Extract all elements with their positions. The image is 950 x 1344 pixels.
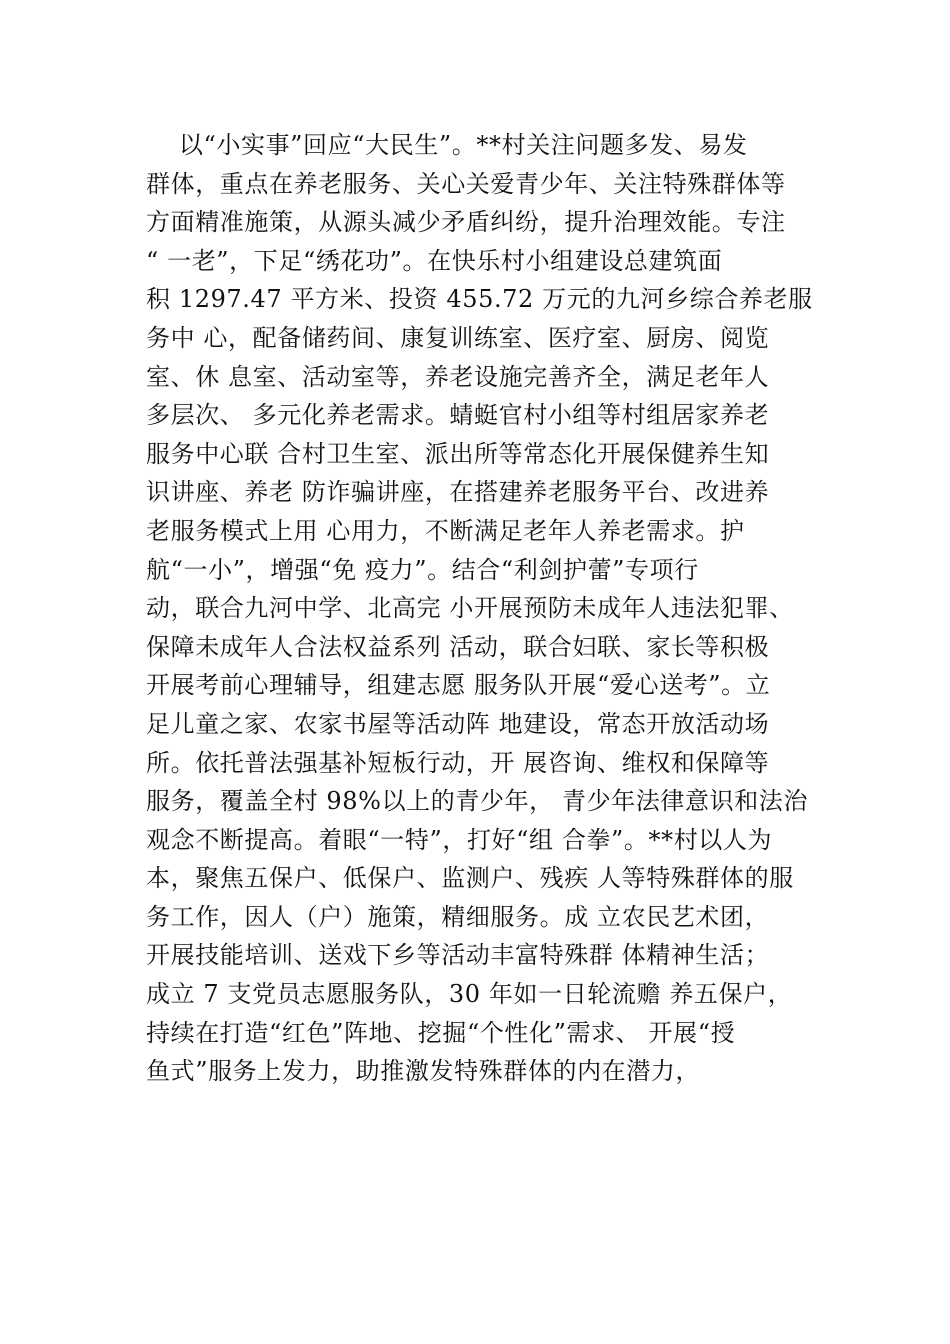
text-line: 老服务模式上用 心用力，不断满足老年人养老需求。护 bbox=[146, 516, 745, 545]
text-line: 观念不断提高。着眼“一特”，打好“组 合拳”。**村以人为 bbox=[146, 825, 773, 854]
text-line: 开展考前心理辅导，组建志愿 服务队开展“爱心送考”。立 bbox=[146, 671, 771, 700]
text-line: 识讲座、养老 防诈骗讲座，在搭建养老服务平台、改进养 bbox=[146, 478, 770, 507]
text-line: 保障未成年人合法权益系列 活动，联合妇联、家长等积极 bbox=[146, 632, 770, 661]
text-line: 室、休 息室、活动室等，养老设施完善齐全，满足老年人 bbox=[146, 362, 770, 391]
text-line: 航“一小”，增强“免 疫力”。结合“利剑护蕾”专项行 bbox=[146, 555, 699, 584]
text-line: 开展技能培训、送戏下乡等活动丰富特殊群 体精神生活； bbox=[146, 941, 770, 970]
text-line: 持续在打造“红色”阵地、挖掘“个性化”需求、 开展“授 bbox=[146, 1018, 736, 1047]
text-line: 以“小实事”回应“大民生”。**村关注问题多发、易发 bbox=[146, 131, 748, 159]
text-line: 所。依托普法强基补短板行动，开 展咨询、维权和保障等 bbox=[146, 748, 770, 777]
text-line: 务中 心，配备储药间、康复训练室、医疗室、厨房、阅览 bbox=[146, 323, 770, 352]
text-line: 动，联合九河中学、北高完 小开展预防未成年人违法犯罪、 bbox=[146, 594, 794, 623]
text-line: “ 一老”，下足“绣花功”。在快乐村小组建设总建筑面 bbox=[146, 246, 723, 275]
text-line: 足儿童之家、农家书屋等活动阵 地建设，常态开放活动场 bbox=[146, 709, 770, 738]
text-line: 成立 7 支党员志愿服务队，30 年如一日轮流赡 养五保户， bbox=[146, 980, 793, 1009]
text-line: 本，聚焦五保户、低保户、监测户、残疾 人等特殊群体的服 bbox=[146, 864, 794, 893]
text-line: 群体，重点在养老服务、关心关爱青少年、关注特殊群体等 bbox=[146, 169, 786, 198]
body-paragraph bbox=[146, 126, 826, 1091]
text-line: 方面精准施策，从源头减少矛盾纠纷，提升治理效能。专注 bbox=[146, 208, 786, 237]
text-line: 服务，覆盖全村 98%以上的青少年， 青少年法律意识和法治 bbox=[146, 787, 808, 816]
text-line: 鱼式”服务上发力，助推激发特殊群体的内在潜力， bbox=[146, 1057, 701, 1086]
text-line: 服务中心联 合村卫生室、派出所等常态化开展保健养生知 bbox=[146, 439, 770, 468]
text-line: 务工作，因人（户）施策，精细服务。成 立农民艺术团， bbox=[146, 902, 770, 931]
text-line: 积 1297.47 平方米、投资 455.72 万元的九河乡综合养老服 bbox=[146, 285, 813, 314]
text-line: 多层次、 多元化养老需求。蜻蜓官村小组等村组居家养老 bbox=[146, 401, 770, 430]
